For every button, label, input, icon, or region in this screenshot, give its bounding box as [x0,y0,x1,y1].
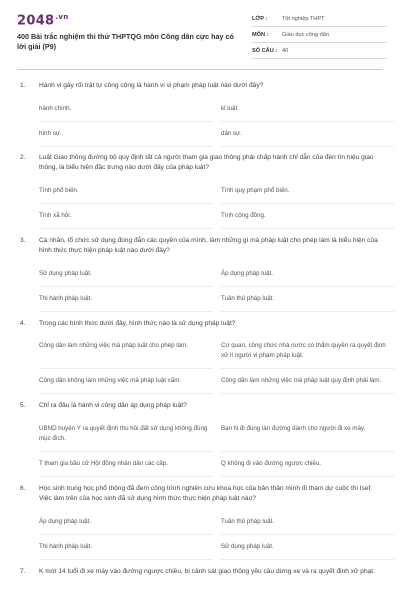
answer-option[interactable]: Tuân thủ pháp luật. [221,510,394,535]
meta-key: SỐ CÂU : [252,47,278,54]
question-number: 5. [20,402,26,409]
meta-key: LỚP : [252,15,268,22]
meta-key: MÔN : [252,31,269,38]
answer-option[interactable]: kỉ luật. [221,97,394,122]
answer-option[interactable]: Tính phổ biến. [39,179,212,204]
question-text: Cá nhân, tổ chức sử dụng đúng đắn các quyền của mình, làm những gì mà pháp luật cho phép làm là biểu hiện của hình thức thực hiện pháp luật nào dưới đây? [39,236,378,254]
answer-option[interactable]: Công dân làm những việc mà pháp luật cho phép làm. [39,334,212,369]
question-2 [20,153,385,229]
answer-option[interactable]: Tính quy phạm phổ biến. [221,179,394,204]
answer-option[interactable]: Thi hành pháp luật. [39,287,212,312]
answer-option[interactable]: Sử dụng pháp luật. [221,535,394,560]
question-7 [20,567,385,578]
answer-option[interactable]: dân sự. [221,122,394,147]
site-logo[interactable]: $2048^{.vn}$ [17,13,69,29]
question-number: 2. [20,153,26,161]
answer-option[interactable]: Áp dụng pháp luật. [221,262,394,287]
answer-option[interactable]: hình sự. [39,122,212,147]
question-5 [20,401,385,477]
question-1 [20,81,385,147]
exam-meta-table [252,11,387,59]
question-number: 6. [20,484,26,492]
question-text: Luật Giao thông đường bộ quy định tất cả người tham gia giao thông phải chấp hành chỉ dẫn của đèn tín hiệu giao thông, là biểu hiện đặc trưng nào dưới đây của pháp luật? [39,153,374,171]
answer-option[interactable]: Công dân không làm những việc mà pháp luật cấm. [39,369,212,394]
question-4 [20,319,385,395]
question-3 [20,236,385,312]
question-number: 4. [20,319,26,327]
question-text: Trong các hình thức dưới đây, hình thức nào là sử dụng pháp luật? [39,319,236,327]
meta-row-class [252,11,387,27]
answer-option[interactable]: Tính cộng đồng. [221,204,394,229]
answer-option[interactable]: Sử dụng pháp luật. [39,262,212,287]
answer-option[interactable]: hành chính. [39,97,212,122]
answer-option[interactable]: Thi hành pháp luật. [39,535,212,560]
answer-option[interactable]: Bạn N đi đúng làn đường dành cho người đi xe máy. [221,417,394,452]
answer-option[interactable]: Q không đi vào đường ngược chiều. [221,452,394,477]
answer-option[interactable]: UBND huyện Y ra quyết định thu hồi đất sử dụng không đúng mục đích. [39,417,212,452]
answer-option[interactable]: Công dân làm những việc mà pháp luật quy định phải làm. [221,369,394,394]
question-list [0,75,400,577]
meta-row-count [252,43,387,59]
answer-option[interactable]: Tính xã hội. [39,204,212,229]
answer-option[interactable]: Cơ quan, công chức nhà nước có thẩm quyền ra quyết định xử lí người vi phạm pháp luật. [221,334,394,369]
meta-value: 40 [282,47,289,54]
question-text: Học sinh trung học phổ thông đã đem công trình nghiên cứu khoa học của bản thân mình đi tham dự cuộc thi Isef. Việc làm trên của học sinh đã sử dụng hình thức thực hiện pháp luật nào? [39,484,373,502]
question-text: Chỉ ra đâu là hành vi công dân áp dụng pháp luật? [39,402,187,409]
page-header [0,0,400,64]
question-text: K mới 14 tuổi đi xe máy vào đường ngược chiều, bị cảnh sát giao thông yêu cầu dừng xe và ra quyết định xử phạt. [39,567,375,575]
answer-option[interactable]: T tham gia bầu cử Hội đồng nhân dân các cấp. [39,452,212,477]
page-title: 400 Bài trắc nghiệm thi thử THPTQG môn Công dân cực hay có lời giải (P9) [17,32,234,51]
question-number: 3. [20,236,26,244]
meta-row-subject [252,27,387,43]
answer-option[interactable]: Áp dụng pháp luật. [39,510,212,535]
meta-value: Giáo dục công dân [282,31,329,38]
header-divider [17,69,383,70]
question-text: Hành vi gây rối trật tự công cộng là hành vi vi phạm pháp luật nào dưới đây? [39,82,264,89]
question-number: 7. [20,567,26,575]
question-6 [20,484,385,560]
answer-option[interactable]: Tuân thủ pháp luật. [221,287,394,312]
question-number: 1. [20,82,26,89]
meta-value: Tốt nghiệp THPT [282,15,325,22]
